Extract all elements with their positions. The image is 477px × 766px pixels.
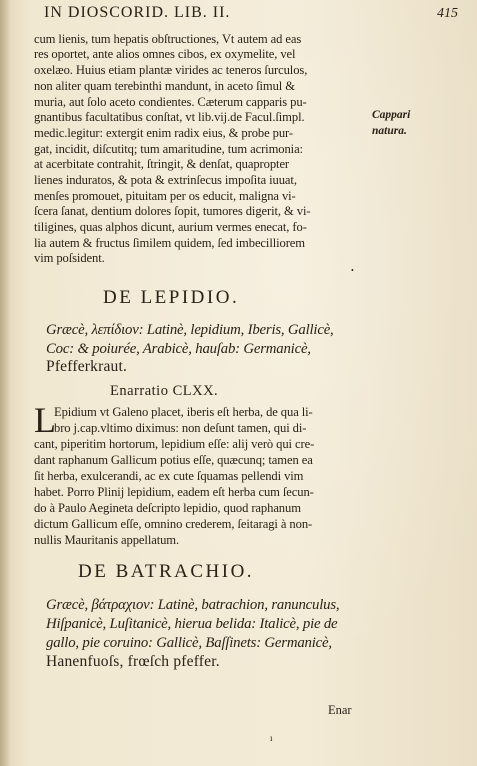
catchword: Enar [328, 703, 352, 717]
body-line: muria, aut ſolo aceto condientes. Cæterum capparis pu- [34, 95, 307, 109]
body-line: do à Paulo Aegineta deſcripto lepidio, quod raphanum [34, 501, 301, 515]
body-line: dictum Gallicum eſſe, omnino crederem, ſeitaragi à non- [34, 517, 313, 531]
body-line: cum lienis, tum hepatis obſtructiones, Vt autem ad eas [34, 32, 302, 46]
synonyms-line: Pfefferkraut. [46, 358, 128, 375]
body-line: medic.legitur: extergit enim radix eius, & probe pur- [34, 126, 293, 140]
signature-mark: ı [270, 733, 273, 743]
synonyms-line: Coc: & poiurée, Arabicè, hauſab: Germanicè, [46, 341, 311, 357]
section-heading-lepidio: DE LEPIDIO. [103, 287, 240, 308]
body-line: lienes induratos, & pota & extrinſecus impoſita iuuat, [34, 173, 297, 187]
section-heading-batrachio: DE BATRACHIO. [78, 561, 255, 582]
body-line: tiligines, quas alphos dicunt, aurium vermes enecat, fo- [34, 220, 307, 234]
synonyms-line: gallo, pie coruino: Gallicè, Baſſinets: Germanicè, [46, 635, 332, 651]
body-line: res oportet, ante alios omnes cibos, ex oxymelite, vel [34, 47, 296, 61]
body-line: Epidium vt Galeno placet, iberis eſt herba, de qua li- [54, 405, 313, 419]
body-line: ſcera ſanat, dentium dolores ſopit, tumores digerit, & vi- [34, 204, 311, 218]
body-line: dant raphanum Gallicum potius eſſe, quæcunq; tamen ea [34, 453, 313, 467]
synonyms-line: Hiſpanicè, Luſitanicè, hierua belida: Italicè, pie de [46, 616, 338, 632]
margin-note-line: Cappari [372, 109, 411, 121]
running-title: IN DIOSCORID. LIB. II. [44, 4, 231, 21]
synonyms-line: Græcè, λεπίδιον: Latinè, lepidium, Iberis, Gallicè, [46, 322, 334, 338]
paragraph-end-ornament: • [351, 266, 354, 275]
enarratio-heading: Enarratio CLXX. [110, 383, 219, 399]
body-line: oxelæo. Huius etiam plantæ virides ac teneros ſurculos, [34, 63, 308, 77]
body-line: gat, incidit, diſcutitq; tum amaritudine, tum acrimonia: [34, 142, 303, 156]
synonyms-line: Hanenfuoſs, frœſch pfeffer. [46, 653, 220, 670]
page-gutter-shadow [0, 0, 10, 766]
body-line: lia autem & fructus ſimilem quidem, ſed imbecilliorem [34, 236, 305, 250]
body-line: nullis Mauritanis appellatum. [34, 533, 180, 547]
margin-note-line: natura. [372, 125, 407, 137]
page-number: 415 [437, 6, 458, 21]
body-line: at acerbitate contrahit, ſtringit, & denſat, quapropter [34, 157, 290, 171]
body-line: bro j.cap.vltimo diximus: non deſunt tamen, qui di- [54, 421, 307, 435]
drop-capital: L [34, 400, 56, 440]
body-line: vim poſsident. [34, 251, 105, 265]
body-line: non aliter quam terebinthi mandunt, in aceto ſimul & [34, 79, 295, 93]
synonyms-line: Græcè, βάτραχιον: Latinè, batrachion, ranunculus, [46, 597, 340, 613]
body-line: gnantibus facultatibus conſtat, vt lib.vij.de Facul.ſimpl. [34, 110, 305, 124]
body-line: menſes promouet, pituitam per os educit, maligna vi- [34, 189, 296, 203]
body-line: ſit herba, exulcerandi, ac ex cute ſquamas pellendi vim [34, 469, 304, 483]
body-line: cant, piperitim hortorum, lepidium eſſe: alij verò qui cre- [34, 437, 315, 451]
body-line: habet. Porro Plinij lepidium, eadem eſt herba cum ſecun- [34, 485, 314, 499]
